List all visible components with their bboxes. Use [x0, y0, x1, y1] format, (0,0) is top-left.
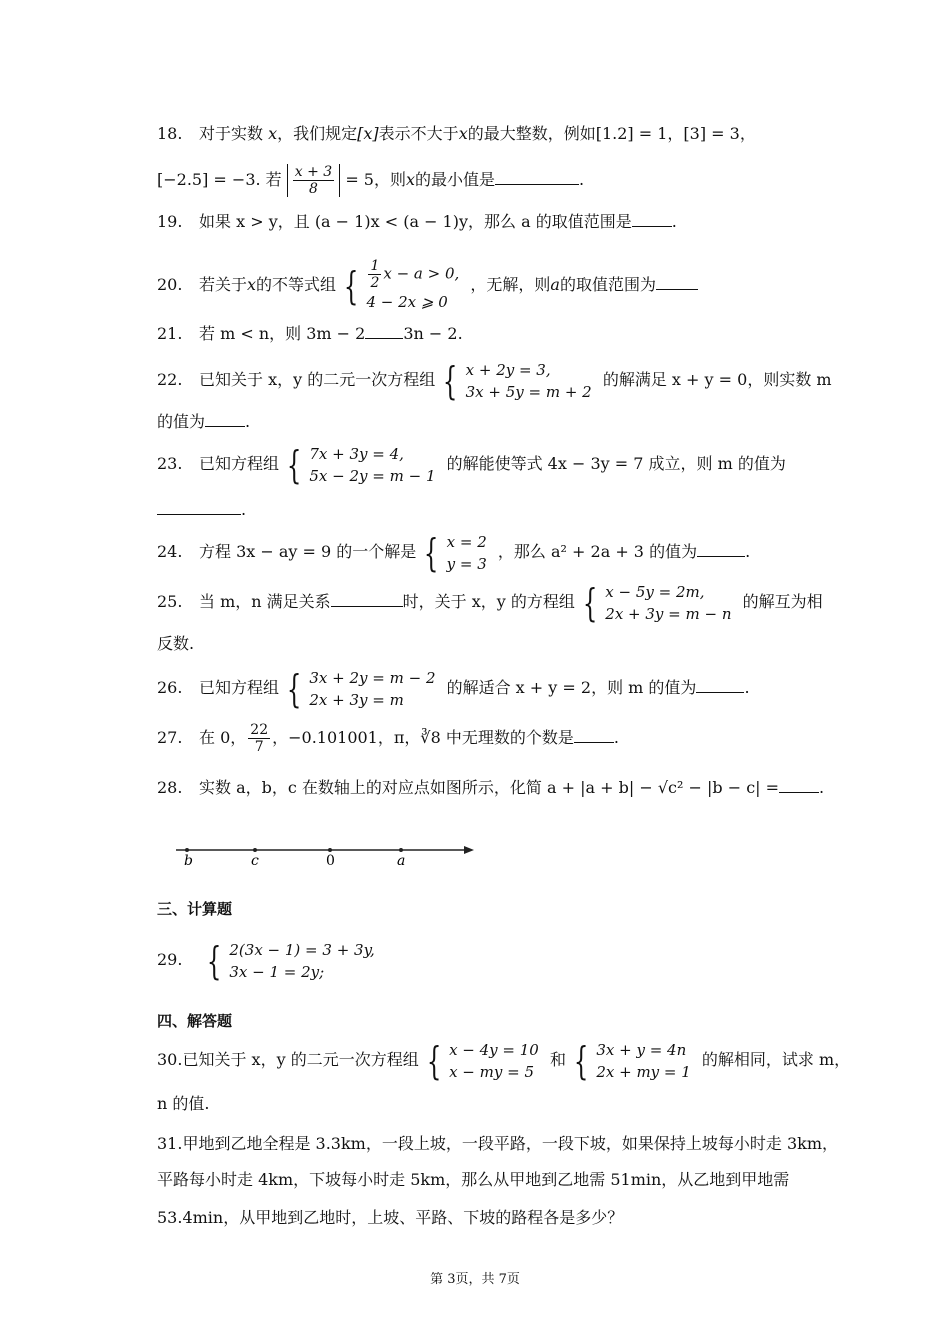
answer-blank[interactable]	[157, 500, 241, 515]
text: ，−0.101001，π，∛8 中无理数的个数是	[272, 728, 574, 747]
math: [x]	[357, 124, 379, 143]
text: = 5，则	[345, 170, 406, 189]
answer-blank[interactable]	[365, 324, 403, 339]
fraction: $\frac{22}{7}$	[250, 722, 269, 755]
text: .	[241, 500, 247, 519]
question-31-line2	[157, 1170, 840, 1190]
section-heading-solve: 四、解答题	[157, 1012, 233, 1030]
question-number: 24.	[157, 542, 183, 561]
section-heading-calculation: 三、计算题	[157, 900, 233, 918]
question-31-line1	[157, 1134, 840, 1154]
question-number: 31.	[157, 1134, 183, 1153]
question-23-line2	[157, 500, 840, 520]
brace: {	[443, 358, 458, 403]
question-number: 21.	[157, 324, 183, 343]
question-21	[157, 324, 840, 344]
text: n 的值.	[157, 1094, 210, 1113]
question-22-line2	[157, 412, 840, 432]
answer-blank[interactable]	[656, 275, 698, 290]
text: [1.2] = 1，[3] = 3，	[595, 124, 756, 143]
label-0: 0	[326, 853, 335, 869]
text: 的取值范围为	[559, 275, 656, 294]
label-c: c	[251, 853, 259, 869]
point-c	[253, 848, 257, 852]
brace: {	[582, 580, 598, 625]
text: 在 0，	[199, 728, 247, 747]
text: 反数.	[157, 634, 195, 653]
question-number: 28.	[157, 778, 183, 797]
question-number: 27.	[157, 728, 183, 747]
equation-system: 7x + 3y = 4, 5x − 2y = m − 1	[309, 444, 436, 485]
answer-blank[interactable]	[205, 412, 245, 427]
question-number: 18.	[157, 124, 183, 143]
page-footer: 第 3页，共 7页	[430, 1272, 520, 1287]
math: x	[247, 275, 257, 294]
text: 方程 3x − ay = 9 的一个解是	[199, 542, 417, 561]
text: 3n − 2	[403, 324, 458, 343]
text: .	[819, 778, 825, 797]
brace: {	[206, 938, 222, 983]
equation-system: x − 4y = 10 x − my = 5	[449, 1040, 539, 1081]
text: ，无解，则	[470, 275, 551, 294]
fraction: $\frac{x + 3}{8}$	[294, 164, 333, 197]
text: 平路每小时走 4km，下坡每小时走 5km，那么从甲地到乙地需 51min，从乙地到甲地需	[157, 1170, 790, 1189]
brace: {	[286, 442, 302, 487]
answer-blank[interactable]	[495, 170, 579, 185]
brace: {	[424, 530, 439, 575]
text: 当 m，n 满足关系	[199, 592, 331, 611]
question-25-line2	[157, 634, 840, 654]
point-b	[185, 848, 189, 852]
text: [−2.5] = −3. 若	[157, 170, 282, 189]
math: a	[550, 275, 560, 294]
point-0	[328, 848, 332, 852]
answer-blank[interactable]	[331, 592, 403, 607]
equation-system: x = 2 y = 3	[446, 532, 487, 573]
question-20	[157, 258, 840, 311]
equation-system: 2(3x − 1) = 3 + 3y, 3x − 1 = 2y;	[229, 940, 375, 981]
question-23-line1	[157, 442, 840, 486]
question-22-line1	[157, 358, 840, 402]
text: 的解适合 x + y = 2，则 m 的值为	[446, 678, 697, 697]
text: 的最小值是	[415, 170, 496, 189]
axis-arrow	[464, 846, 474, 854]
text: .	[744, 678, 750, 697]
fraction: $\frac{1}{2}$	[370, 258, 380, 291]
text: 已知方程组	[199, 454, 280, 473]
math: x	[406, 170, 416, 189]
text: 53.4min，从甲地到乙地时，上坡、平路、下坡的路程各是多少？	[157, 1208, 624, 1227]
answer-blank[interactable]	[697, 542, 745, 557]
equation-system: 3x + 2y = m − 2 2x + 3y = m	[309, 668, 436, 709]
question-number: 25.	[157, 592, 183, 611]
question-27	[157, 716, 840, 760]
question-number: 30.	[157, 1050, 183, 1069]
text: .	[579, 170, 585, 189]
text: 已知关于 x，y 的二元一次方程组	[182, 1050, 419, 1069]
equation-system: $\frac{1}{2}$ x − a > 0, 4 − 2x ⩾ 0	[366, 258, 460, 311]
text: 若关于	[199, 275, 248, 294]
text: 的最大整数，例如	[467, 124, 596, 143]
text: 已知关于 x，y 的二元一次方程组	[199, 370, 436, 389]
text: 甲地到乙地全程是 3.3km，一段上坡，一段平路，一段下坡，如果保持上坡每小时走 3km，	[182, 1134, 838, 1153]
question-29	[157, 938, 840, 982]
question-25-line1	[157, 580, 840, 624]
text: 对于实数	[199, 124, 264, 143]
question-30-line1	[157, 1038, 851, 1083]
brace: {	[573, 1038, 589, 1083]
answer-blank[interactable]	[696, 678, 744, 693]
label-a: a	[397, 853, 406, 869]
label-b: b	[184, 853, 193, 869]
answer-blank[interactable]	[779, 778, 819, 793]
text: .	[245, 412, 251, 431]
question-number: 23.	[157, 454, 183, 473]
question-number: 22.	[157, 370, 183, 389]
text: .	[745, 542, 751, 561]
question-26	[157, 666, 840, 710]
math: x	[458, 124, 468, 143]
text: .	[457, 324, 463, 343]
text: 的解互为相	[742, 592, 823, 611]
text: 和	[549, 1050, 566, 1069]
question-text: 实数 a，b，c 在数轴上的对应点如图所示，化简 a + |a + b| − √c² − |b − c| =	[199, 778, 780, 797]
text: 的解能使等式 4x − 3y = 7 成立，则 m 的值为	[446, 454, 786, 473]
text: ，我们规定	[277, 124, 358, 143]
text: 表示不大于	[378, 124, 459, 143]
question-text: 如果 x > y，且 (a − 1)x < (a − 1)y，那么 a 的取值范围是	[199, 212, 632, 231]
answer-blank[interactable]	[632, 212, 672, 227]
text: 时，关于 x，y 的方程组	[402, 592, 575, 611]
text: 的解满足 x + y = 0，则实数 m	[602, 370, 832, 389]
text: 的值为	[157, 412, 206, 431]
number-line-figure	[170, 840, 480, 870]
question-number: 20.	[157, 275, 183, 294]
text: 的不等式组	[256, 275, 337, 294]
question-31-line3	[157, 1208, 840, 1228]
brace: {	[426, 1038, 442, 1083]
question-18-line2	[157, 164, 840, 197]
question-19	[157, 212, 840, 232]
question-28	[157, 778, 840, 798]
brace: {	[343, 263, 359, 308]
text: 的解相同，试求 m，	[701, 1050, 851, 1069]
floor-bracket	[287, 164, 340, 197]
point-a	[399, 848, 403, 852]
question-18-line1	[157, 124, 840, 144]
question-number: 26.	[157, 678, 183, 697]
question-number: 19.	[157, 212, 183, 231]
question-24	[157, 530, 840, 574]
equation-system: 3x + y = 4n 2x + my = 1	[596, 1040, 691, 1081]
text: ，那么 a² + 2a + 3 的值为	[497, 542, 698, 561]
math: x	[268, 124, 278, 143]
equation-system: x − 5y = 2m, 2x + 3y = m − n	[605, 582, 732, 623]
text: .	[613, 728, 619, 747]
brace: {	[286, 666, 302, 711]
answer-blank[interactable]	[574, 728, 614, 743]
question-number: 29.	[157, 950, 183, 969]
text: 若 m < n，则 3m − 2	[199, 324, 366, 343]
equation-system: x + 2y = 3, 3x + 5y = m + 2	[465, 360, 592, 401]
text: 已知方程组	[199, 678, 280, 697]
text: .	[671, 212, 677, 231]
question-30-line2	[157, 1094, 840, 1114]
